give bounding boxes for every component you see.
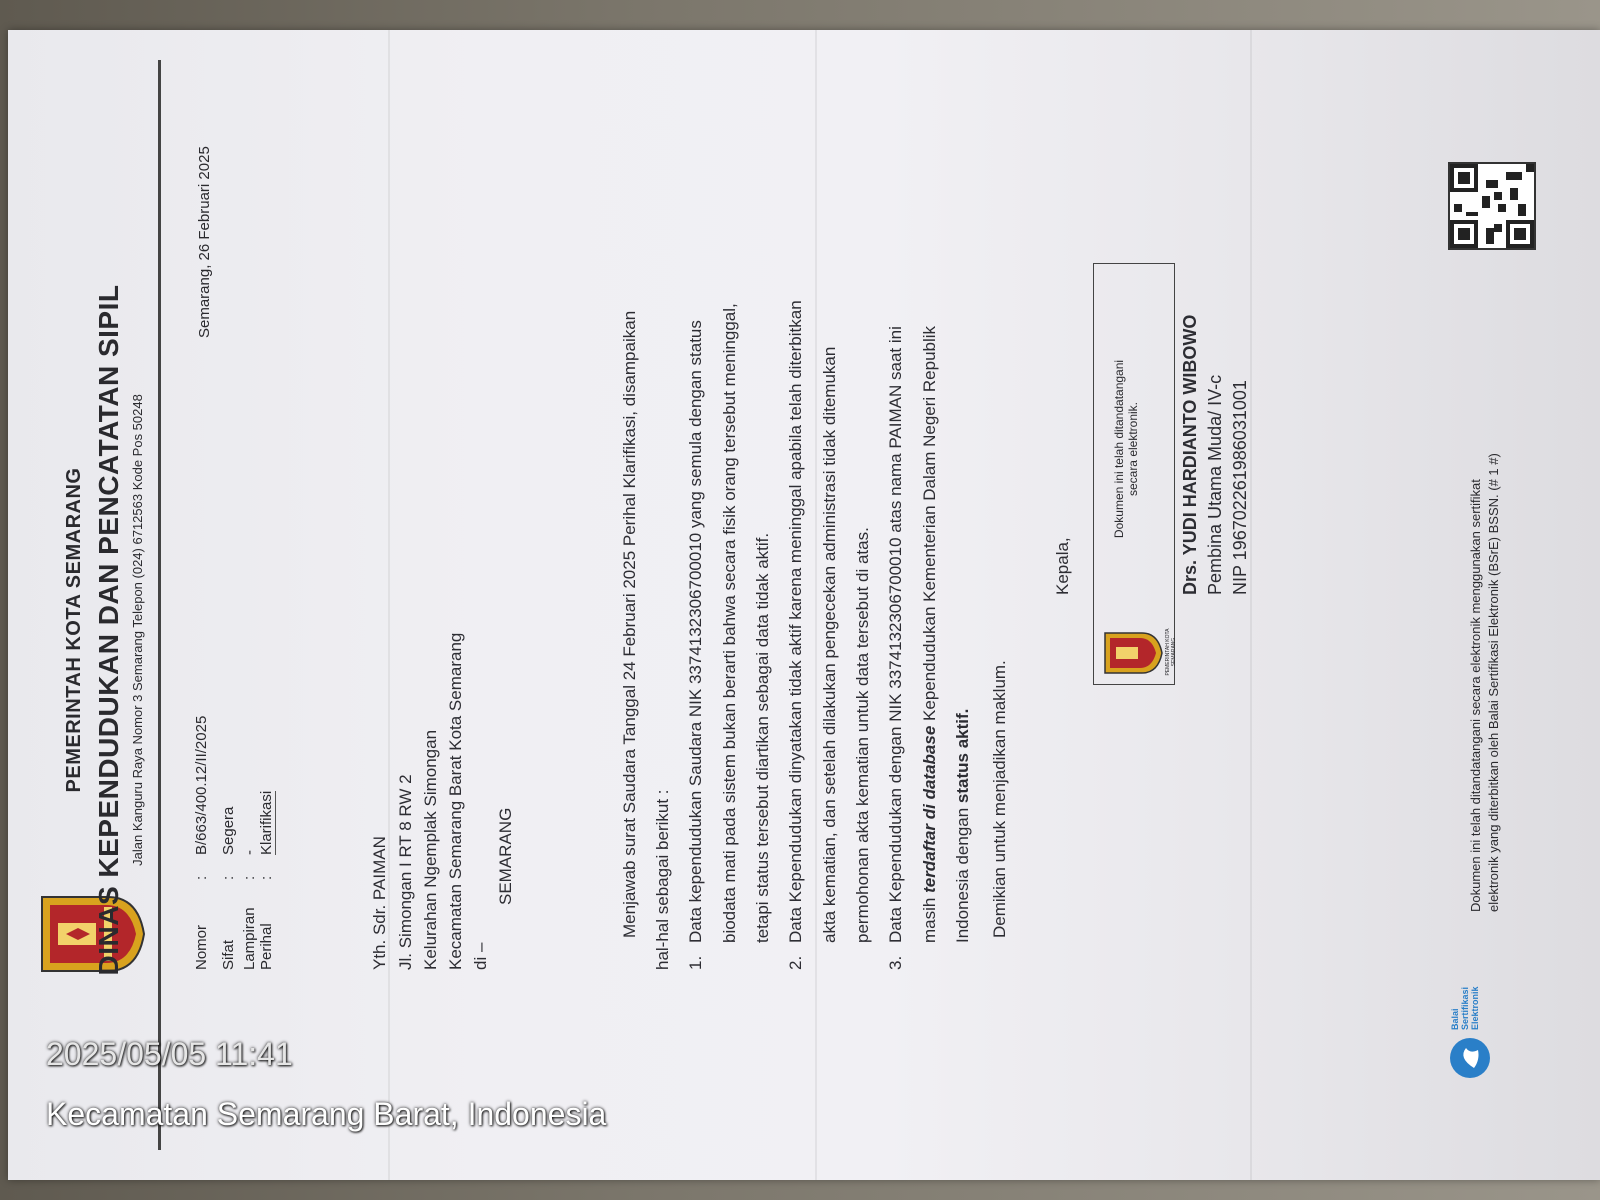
meta-label-perihal: Perihal: [258, 923, 275, 970]
signatory-name: Drs. YUDI HARDIANTO WIBOWO: [1180, 314, 1200, 595]
point-3-emphasis: terdaftar di database: [920, 725, 939, 893]
point-3-text: Indonesia dengan: [953, 803, 972, 943]
letterhead-address: Jalan Kanguru Raya Nomor 3 Semarang Telepon (024) 6712563 Kode Pos 50248: [130, 394, 145, 866]
bsre-logo-line: Elektronik: [1470, 986, 1480, 1030]
point-number: 1.: [686, 955, 705, 970]
meta-colon: :: [258, 875, 275, 880]
bsre-logo-line: Sertifikasi: [1460, 986, 1470, 1030]
meta-label-nomor: Nomor: [193, 924, 210, 970]
letter-page: [8, 30, 1600, 1180]
letterhead-agency: DINAS KEPENDUDUKAN DAN PENCATATAN SIPIL: [93, 284, 124, 976]
meta-colon: :: [193, 875, 210, 880]
meta-value-nomor: B/663/400.12/II/2025: [193, 715, 210, 855]
meta-colon: :: [241, 875, 258, 880]
point-2-line: akta kematian, dan setelah dilakukan pengecekan administrasi tidak ditemukan: [820, 346, 839, 943]
photo-timestamp: 2025/05/05 11:41: [46, 1036, 293, 1072]
meta-value-perihal: Klarifikasi: [258, 790, 275, 855]
footer-note: Dokumen ini telah ditandatangani secara elektronik menggunakan sertifikat: [1468, 479, 1483, 912]
semarang-seal-icon: [1102, 630, 1164, 676]
point-1-line: biodata mati pada sistem bukan berarti bahwa secara fisik orang tersebut meninggal,: [720, 303, 739, 943]
recipient-line: di –: [471, 942, 490, 970]
signatory-nip: NIP 196702261986031001: [1230, 380, 1250, 595]
point-3-line: Data Kependudukan dengan NIK 3374132306700010 atas nama PAIMAN saat ini: [886, 326, 905, 943]
recipient-city: SEMARANG: [496, 807, 515, 905]
photo-location: Kecamatan Semarang Barat, Indonesia: [46, 1096, 607, 1132]
point-3-text: masih: [920, 892, 939, 943]
e-signature-box: [1093, 263, 1175, 685]
footer-note: elektronik yang diterbitkan oleh Balai Sertifikasi Elektronik (BSrE) BSSN. (# 1 #): [1486, 453, 1501, 912]
meta-colon: :: [220, 875, 237, 880]
meta-value-lampiran: -: [241, 850, 258, 855]
bsre-logo-icon: [1448, 1036, 1492, 1080]
meta-label-sifat: Sifat: [220, 939, 237, 970]
closing-sentence: Demikian untuk menjadikan maklum.: [990, 660, 1009, 938]
signatory-title: Kepala,: [1053, 537, 1072, 595]
qr-code-icon: [1448, 162, 1536, 250]
letter-date: Semarang, 26 Februari 2025: [196, 146, 213, 338]
point-3-text: Kependudukan Kementerian Dalam Negeri Republik: [920, 325, 939, 726]
point-number: 2.: [786, 955, 805, 970]
point-3-line: [920, 326, 940, 943]
seal-caption: PEMERINTAH KOTA SEMARANG: [1165, 628, 1177, 676]
point-number: 3.: [886, 955, 905, 970]
meta-label-lampiran: Lampiran: [241, 907, 258, 970]
point-1-line: tetapi status tersebut diartikan sebagai data tidak aktif.: [753, 532, 772, 943]
recipient-line: Kelurahan Ngemplak Simongan: [421, 729, 440, 970]
point-2-line: permohonan akta kematian untuk data tersebut di atas.: [853, 527, 872, 943]
letterhead-divider: [158, 60, 161, 1150]
meta-value-sifat: Segera: [220, 806, 237, 855]
recipient-line: Yth. Sdr. PAIMAN: [370, 836, 389, 970]
point-1-line: Data kependudukan Saudara NIK 3374132306700010 yang semula dengan status: [686, 320, 705, 943]
recipient-line: Jl. Simongan I RT 8 RW 2: [396, 774, 415, 970]
body-intro: Menjawab surat Saudara Tanggal 24 Februari 2025 Perihal Klarifikasi, disampaikan: [620, 310, 639, 938]
body-intro: hal-hal sebagai berikut :: [653, 789, 672, 970]
e-signature-line: secara elektronik.: [1126, 401, 1140, 497]
point-2-line: Data Kependudukan dinyatakan tidak aktif karena meninggal apabila telah diterbitkan: [786, 300, 805, 943]
letterhead-government: PEMERINTAH KOTA SEMARANG: [63, 467, 85, 793]
bsre-logo-line: Balai: [1450, 1008, 1460, 1030]
e-signature-line: Dokumen ini telah ditandatangani: [1112, 359, 1126, 539]
point-3-line: [953, 709, 973, 943]
signatory-rank: Pembina Utama Muda/ IV-c: [1205, 374, 1225, 595]
point-3-emphasis: status aktif.: [953, 708, 972, 804]
bsre-logo-text: [1450, 986, 1480, 1030]
e-signature-note: [1112, 274, 1140, 624]
recipient-line: Kecamatan Semarang Barat Kota Semarang: [446, 632, 465, 970]
